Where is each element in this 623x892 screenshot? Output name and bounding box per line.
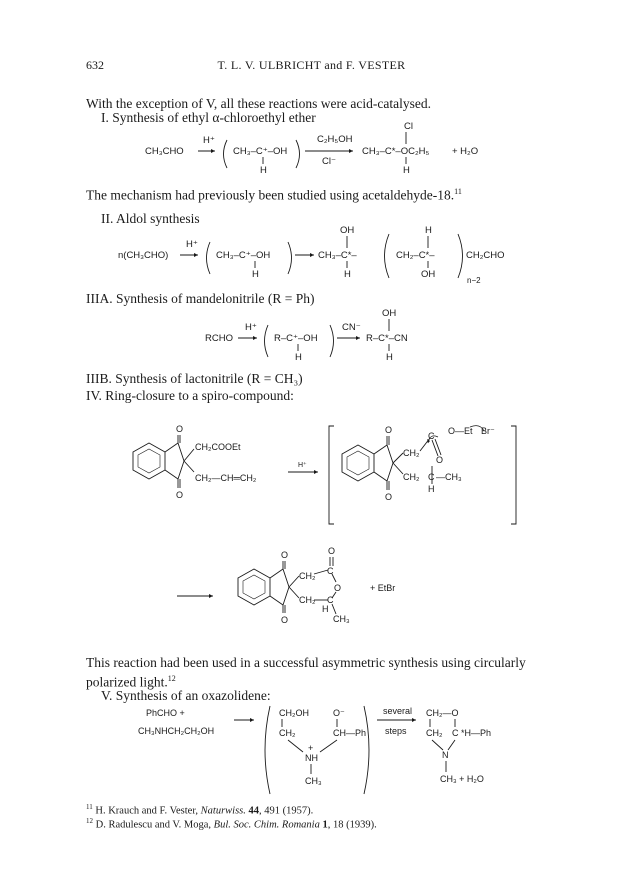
s1-byproduct: + H₂O xyxy=(452,146,479,157)
s2-repeat: CH₂–C*– xyxy=(396,250,435,261)
s4-int-o-carbonyl: O xyxy=(436,455,444,465)
section-4-title: IV. Ring-closure to a spiro-compound: xyxy=(86,388,294,403)
s3a-reagent: CN⁻ xyxy=(342,322,361,333)
s4-bracket-close xyxy=(511,426,516,524)
s4-prod-ch2-top: CH₂ xyxy=(299,571,316,581)
s4-int-br: Br⁻ xyxy=(481,426,495,436)
scheme-1 xyxy=(0,118,623,182)
s5-prod-ch2: CH₂ xyxy=(426,728,443,738)
s4-start-structure xyxy=(133,435,194,488)
s5-prod-ch2-top: CH₂—O xyxy=(426,708,459,718)
s1-reactant: CH₃CHO xyxy=(145,146,184,157)
s1-product: CH₃–C*–OC₂H₅ xyxy=(362,146,430,157)
s4-int-o-top: O xyxy=(385,425,393,435)
s4-start-sub2: CH₂—CH═CH₂ xyxy=(195,473,257,483)
s5-int-plus: + xyxy=(308,743,314,753)
running-header-authors: T. L. V. ULBRICHT and F. VESTER xyxy=(217,58,406,72)
s4-int-ch2-bottom: CH₂ xyxy=(403,472,420,482)
scheme-3a xyxy=(0,304,623,370)
s4-int-o-bottom: O xyxy=(385,492,393,502)
s2-end: CH₂CHO xyxy=(466,250,505,261)
s3a-product-oh: OH xyxy=(382,308,397,319)
s5-arrow-top: several xyxy=(383,706,413,716)
s1-catalyst: H⁺ xyxy=(203,135,215,146)
s4-prod-h: H xyxy=(322,604,329,614)
s1-paren-close xyxy=(296,140,300,168)
intro-text: With the exception of V, all these reactions were acid-catalysed. xyxy=(86,96,431,111)
s2-repeat-h: H xyxy=(425,225,432,236)
s5-reactant1: PhCHO + xyxy=(146,708,185,718)
s2-intermediate-h: H xyxy=(252,269,259,280)
s3a-intermediate: R–C⁺–OH xyxy=(274,333,318,344)
s3a-reactant: RCHO xyxy=(205,333,233,344)
asymmetric-note: This reaction had been used in a successful asymmetric synthesis using circularly polarized light.$^{12}$ xyxy=(86,655,526,690)
s4-prod-c-top: C xyxy=(327,566,334,576)
s1-reagent-bottom: Cl⁻ xyxy=(322,156,336,167)
s2-catalyst: H⁺ xyxy=(186,239,198,250)
s4-int-ch3: —CH₃ xyxy=(436,472,462,482)
s2-product-left: CH₃–C*– xyxy=(318,250,357,261)
s5-int-ch3: CH₃ xyxy=(305,776,322,786)
s2-repeat-oh: OH xyxy=(421,269,436,280)
scheme-4 xyxy=(0,400,623,650)
s5-int-ch: CH—Ph xyxy=(333,728,367,738)
s2-product-oh: OH xyxy=(340,225,355,236)
s1-arrow-1-head xyxy=(211,149,215,153)
s1-product-cl: Cl xyxy=(404,121,413,132)
s5-int-ch2oh: CH₂OH xyxy=(279,708,309,718)
s5-arrow-bottom: steps xyxy=(385,726,407,736)
s4-prod-ch2-bottom: CH₂ xyxy=(299,595,316,605)
s2-intermediate: CH₃–C⁺–OH xyxy=(216,250,271,261)
s1-paren-open xyxy=(224,140,228,168)
mechanism-note: The mechanism had previously been studied using acetaldehyde-18.11 xyxy=(86,187,462,203)
s4-prod-ch3: CH₃ xyxy=(333,614,350,624)
s1-product-h: H xyxy=(403,165,410,176)
s3a-catalyst: H⁺ xyxy=(245,322,257,333)
section-1-title: I. Synthesis of ethyl α-chloroethyl ether xyxy=(101,110,316,125)
s4-prod-o-carbonyl: O xyxy=(328,546,336,556)
s5-int-ch2: CH₂ xyxy=(279,728,296,738)
s2-subscript: n−2 xyxy=(467,276,481,285)
s4-prod-o-bottom: O xyxy=(281,615,289,625)
s4-bracket-open xyxy=(329,426,334,524)
scheme-5 xyxy=(0,700,623,800)
s5-int-o-minus: O⁻ xyxy=(333,708,345,718)
s4-int-o-et: O—Et xyxy=(448,426,473,436)
s4-prod-c-bottom: C xyxy=(327,595,334,605)
s4-byproduct: + EtBr xyxy=(370,583,396,593)
section-2-title: II. Aldol synthesis xyxy=(101,211,200,226)
footnote-12: $^{12}$ D. Radulescu and V. Moga, Bul. Soc. Chim. Romania 1, 18 (1939). xyxy=(86,817,377,831)
section-3a-title: IIIA. Synthesis of mandelonitrile (R = Ph) xyxy=(86,291,315,306)
s5-int-nh: NH xyxy=(305,753,318,763)
s4-prod-o-top: O xyxy=(281,550,289,560)
footnote-11: $^{11}$ H. Krauch and F. Vester, Naturwiss. 44, 491 (1957). xyxy=(86,803,314,817)
s4-start-o-top: O xyxy=(176,424,184,434)
s4-start-sub1: CH₂COOEt xyxy=(195,442,241,452)
s5-prod-ch3: CH₃ + H₂O xyxy=(440,774,484,784)
s1-reagent-top: C₂H₅OH xyxy=(317,134,353,145)
s4-int-ch2-top: CH₂ xyxy=(403,448,420,458)
s4-catalyst: H⁺ xyxy=(298,462,307,469)
s2-product-left-h: H xyxy=(344,269,351,280)
s4-int-h: H xyxy=(428,484,435,494)
s4-start-o-bottom: O xyxy=(176,490,184,500)
s1-intermediate: CH₃–C⁺–OH xyxy=(233,146,288,157)
s2-reactant: n(CH₃CHO) xyxy=(118,250,169,261)
section-3b-title: IIIB. Synthesis of lactonitrile (R = CH₃) xyxy=(86,371,303,386)
s5-reactant2: CH₃NHCH₂CH₂OH xyxy=(138,726,215,736)
s3a-intermediate-h: H xyxy=(295,352,302,363)
s1-intermediate-h: H xyxy=(260,165,267,176)
s4-prod-ring-o: O xyxy=(334,583,342,593)
page-number: 632 xyxy=(86,58,104,72)
section-5-title: V. Synthesis of an oxazolidene: xyxy=(101,688,271,703)
s5-prod-c: C *H—Ph xyxy=(452,728,492,738)
scheme-2 xyxy=(0,222,623,286)
s3a-product-h: H xyxy=(386,352,393,363)
s4-int-c-star: C xyxy=(428,472,435,482)
s4-int-c: C xyxy=(428,431,435,441)
s5-prod-n: N xyxy=(442,750,449,760)
s3a-product: R–C*–CN xyxy=(366,333,408,344)
